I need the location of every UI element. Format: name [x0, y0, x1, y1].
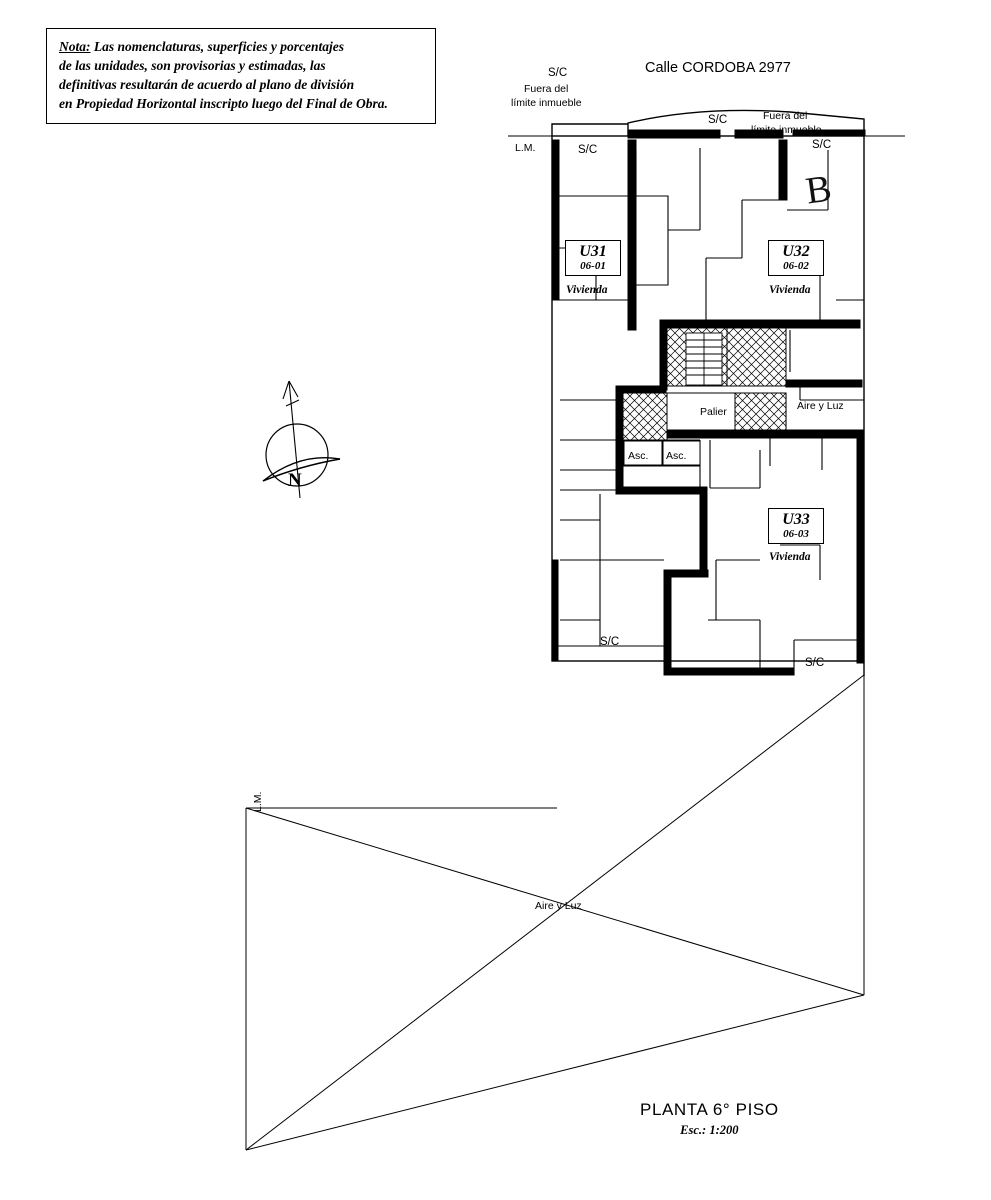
note-label: Nota: — [59, 39, 91, 54]
plan-scale: Esc.: 1:200 — [680, 1123, 739, 1137]
note-text-1: Las nomenclaturas, superficies y porcentajes — [90, 39, 344, 54]
unit-sub-u33: 06-03 — [783, 528, 809, 540]
title-block — [640, 1100, 779, 1138]
lm-label-lower: L.M. — [252, 791, 264, 812]
note-line-3: definitivas resultarán de acuerdo al plano de división — [59, 77, 355, 92]
note-box — [46, 28, 436, 124]
unit-sub-u32: 06-02 — [783, 260, 809, 272]
unit-tag-u31 — [565, 240, 621, 276]
note-line-4: en Propiedad Horizontal inscripto luego del Final de Obra. — [59, 96, 388, 111]
unit-tag-u33 — [768, 508, 824, 544]
sc-label-bottom-right: S/C — [805, 657, 825, 669]
palier-label: Palier — [700, 406, 727, 418]
lm-label-upper: L.M. — [515, 142, 536, 154]
staircase — [686, 333, 722, 385]
unit-caption-u31: Vivienda — [566, 284, 608, 296]
asc-label-left: Asc. — [628, 450, 649, 462]
lot-boundary — [246, 675, 864, 1150]
limite-inmueble-label-left: límite inmueble — [511, 97, 582, 109]
unit-caption-u32: Vivienda — [769, 284, 811, 296]
asc-label-right: Asc. — [666, 450, 687, 462]
unit-sub-u31: 06-01 — [580, 260, 606, 272]
handwritten-mark-b: B — [803, 167, 835, 213]
sc-label-top-right: S/C — [812, 139, 832, 151]
sc-label-top-center: S/C — [708, 114, 728, 126]
aire-y-luz-label-courtyard: Aire y Luz — [535, 900, 582, 912]
unit-code-u32: U32 — [782, 243, 810, 260]
limite-inmueble-label-right: límite inmueble — [751, 124, 822, 136]
north-letter-label: N — [288, 470, 302, 491]
unit-code-u33: U33 — [782, 511, 810, 528]
note-line-1 — [59, 37, 425, 56]
unit-code-u31: U31 — [579, 243, 607, 260]
sc-label-bottom-left: S/C — [600, 636, 620, 648]
vertical-circulation-core — [623, 328, 786, 465]
aire-y-luz-label-right: Aire y Luz — [797, 400, 844, 412]
unit-caption-u33: Vivienda — [769, 551, 811, 563]
unit-tag-u32 — [768, 240, 824, 276]
fuera-del-label-left: Fuera del — [524, 83, 569, 95]
street-name-label: Calle CORDOBA 2977 — [645, 60, 791, 76]
note-line-2: de las unidades, son provisorias y estimadas, las — [59, 58, 326, 73]
sc-label-top-left: S/C — [548, 67, 568, 79]
plan-title: PLANTA 6° PISO — [640, 1100, 779, 1119]
fuera-del-label-right: Fuera del — [763, 110, 808, 122]
sc-label-left-wall: S/C — [578, 144, 598, 156]
